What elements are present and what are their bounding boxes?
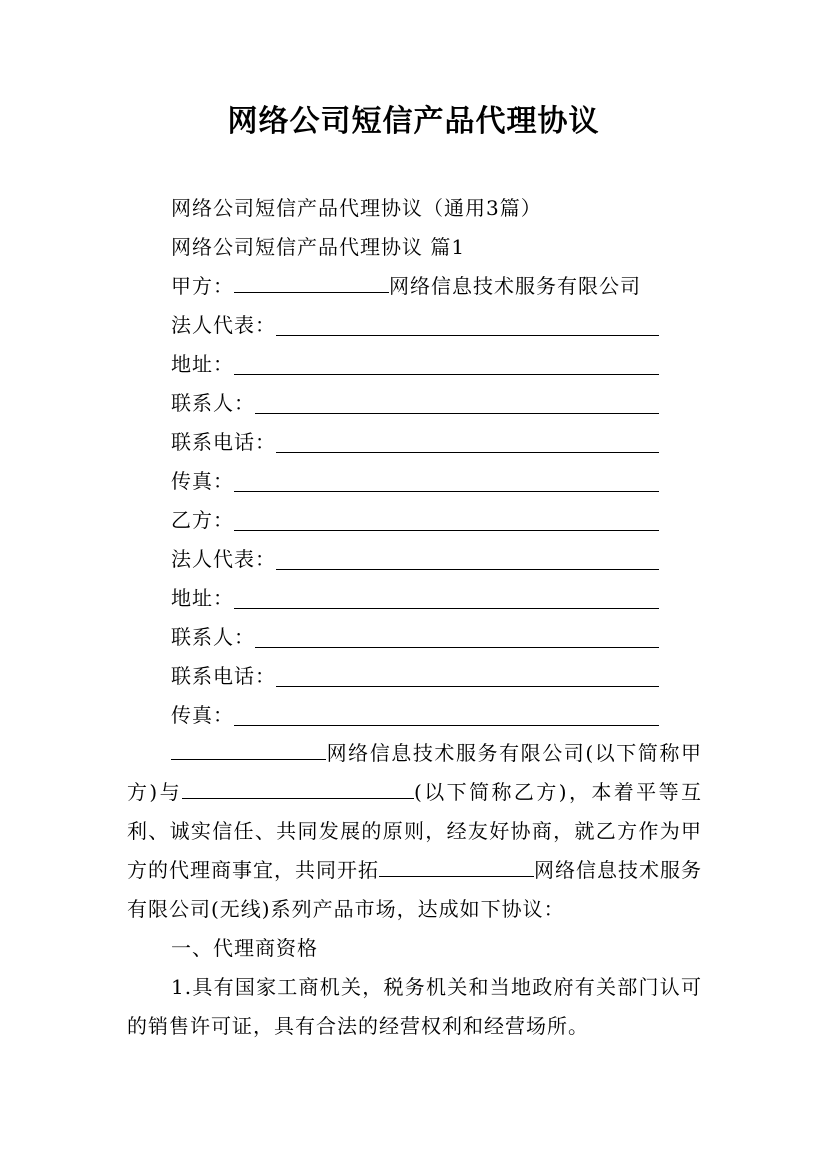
document-subtitle: 网络公司短信产品代理协议（通用3篇） [171, 196, 542, 220]
clause-heading: 一、代理商资格 [171, 936, 318, 960]
intro-blank-3 [379, 854, 534, 877]
party-a-fax: 传真： [171, 465, 659, 497]
party-a-phone: 联系电话： [171, 426, 659, 458]
clause-1: 1.具有国家工商机关，税务机关和当地政府有关部门认可的销售许可证，具有合法的经营权利和经营场所。 [127, 975, 702, 1038]
section-heading: 网络公司短信产品代理协议 篇1 [171, 235, 466, 259]
party-a-contact: 联系人： [171, 387, 659, 419]
party-b-fax: 传真： [171, 699, 659, 731]
party-a-legal-rep: 法人代表： [171, 309, 659, 341]
intro-blank-2 [182, 776, 414, 799]
party-a-blank [234, 270, 389, 293]
intro-paragraph: 网络信息技术服务有限公司(以下简称甲方)与 (以下简称乙方)，本着平等互利、诚实信任、共同发展的原则，经友好协商，就乙方作为甲方的代理商事宜，共同开拓 网络信息技术服务有限公司(无线)系列产品市场，达成如下协议： [127, 734, 702, 929]
party-b-contact: 联系人： [171, 621, 659, 653]
party-a-address: 地址： [171, 348, 659, 380]
party-a-label: 甲方： [171, 274, 234, 298]
intro-blank-1 [171, 737, 326, 760]
party-b-legal-rep: 法人代表： [171, 543, 659, 575]
document-title: 网络公司短信产品代理协议 [227, 104, 600, 139]
party-b-address: 地址： [171, 582, 659, 614]
party-a-line [171, 270, 641, 302]
party-b-line: 乙方： [171, 504, 659, 536]
party-a-company: 网络信息技术服务有限公司 [389, 274, 641, 298]
party-b-phone: 联系电话： [171, 660, 659, 692]
